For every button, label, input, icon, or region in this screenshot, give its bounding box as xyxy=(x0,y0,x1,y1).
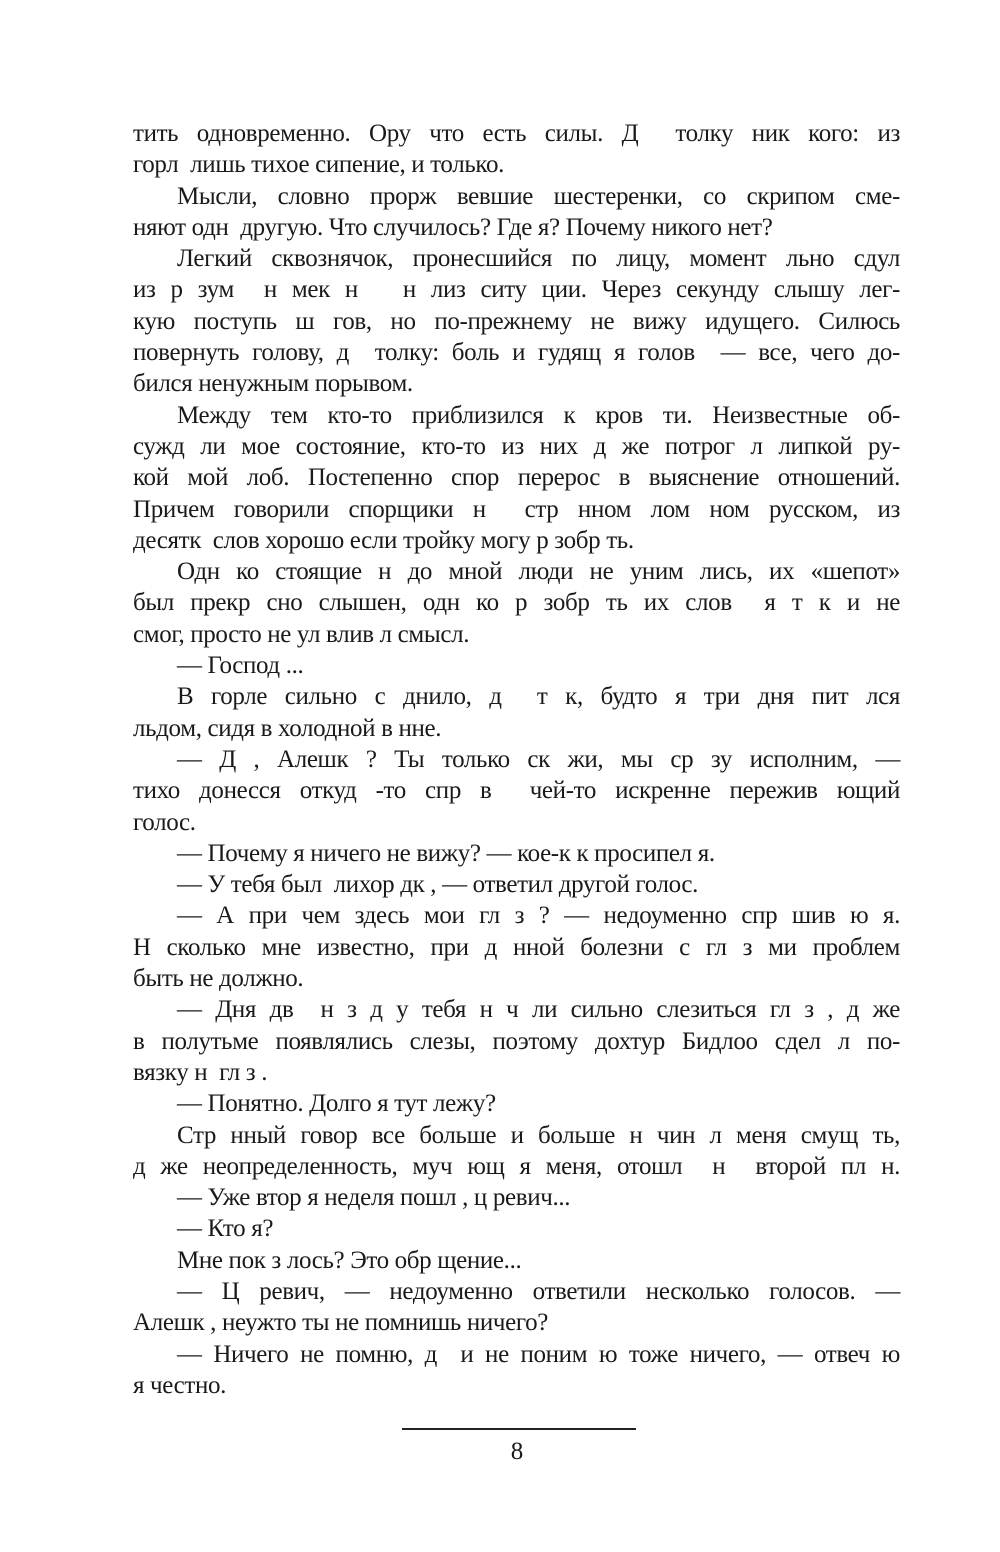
text-line: — У тебя был лихор дк , — ответил другой голос. xyxy=(177,871,699,899)
text-line: горл лишь тихое сипение, и только. xyxy=(133,151,504,179)
footer-divider xyxy=(402,1428,636,1430)
text-line: — Ничего не помню, д и не поним ю тоже ничего, — отвеч ю xyxy=(177,1340,900,1368)
text-line: вязку н гл з . xyxy=(133,1058,268,1086)
text-line: повернуть голову, д толку: боль и гудящ я голов — все, чего до- xyxy=(133,339,900,367)
text-line: быть не должно. xyxy=(133,965,304,993)
text-line: Причем говорили спорщики н стр нном лом ном русском, из xyxy=(133,495,900,523)
text-line: — Ц ревич, — недоуменно ответили несколько голосов. — xyxy=(177,1277,900,1305)
text-line: Мне пок з лось? Это обр щение... xyxy=(177,1246,522,1274)
text-line: кую поступь ш гов, но по-прежнему не вижу идущего. Силюсь xyxy=(133,307,900,335)
text-line: — Дня дв н з д у тебя н ч ли сильно слезиться гл з , д же xyxy=(177,996,900,1024)
text-line: — Господ ... xyxy=(177,652,304,680)
text-line: кой мой лоб. Постепенно спор перерос в выяснение отношений. xyxy=(133,464,900,492)
text-line: десятк слов хорошо если тройку могу р зобр ть. xyxy=(133,526,634,554)
text-line: — Понятно. Долго я тут лежу? xyxy=(177,1090,496,1118)
text-line: Легкий сквознячок, пронесшийся по лицу, момент льно сдул xyxy=(177,245,900,273)
text-line: льдом, сидя в холодной в нне. xyxy=(133,714,442,742)
text-line: Н сколько мне известно, при д нной болезни с гл з ми проблем xyxy=(133,933,900,961)
text-line: бился ненужным порывом. xyxy=(133,370,413,398)
text-line: Между тем кто-то приблизился к кров ти. Неизвестные об- xyxy=(177,401,900,429)
page-number: 8 xyxy=(510,1438,524,1465)
text-line: Одн ко стоящие н до мной люди не уним лись, их «шепот» xyxy=(177,558,900,586)
text-line: я честно. xyxy=(133,1371,227,1399)
text-line: голос. xyxy=(133,808,196,836)
text-line: Алешк , неужто ты не помнишь ничего? xyxy=(133,1309,549,1337)
text-line: — Кто я? xyxy=(177,1215,274,1243)
text-line: няют одн другую. Что случилось? Где я? Почему никого нет? xyxy=(133,213,773,241)
text-line: В горле сильно с днило, д т к, будто я три дня пит лся xyxy=(177,683,900,711)
text-line: — Почему я ничего не вижу? — кое-к к просипел я. xyxy=(177,839,715,867)
text-line: тить одновременно. Ору что есть силы. Д толку ник кого: из xyxy=(133,120,900,147)
text-line: был прекр сно слышен, одн ко р зобр ть их слов я т к и не xyxy=(133,589,900,617)
text-line: смог, просто не ул влив л смысл. xyxy=(133,620,470,648)
text-line: тихо донесся откуд -то спр в чей-то искренне пережив ющий xyxy=(133,777,900,805)
text-line: сужд ли мое состояние, кто-то из них д же потрог л липкой ру- xyxy=(133,432,900,460)
text-line: — А при чем здесь мои гл з ? — недоуменно спр шив ю я. xyxy=(177,902,900,930)
text-line: Стр нный говор все больше и больше н чин л меня смущ ть, xyxy=(177,1121,900,1149)
text-line: — Д , Алешк ? Ты только ск жи, мы ср зу исполним, — xyxy=(177,745,900,773)
text-line: — Уже втор я неделя пошл , ц ревич... xyxy=(177,1184,571,1212)
text-line: Мысли, словно прорж вевшие шестеренки, со скрипом сме- xyxy=(177,182,900,210)
text-line: из р зум н мек н н лиз ситу ции. Через секунду слышу лег- xyxy=(133,276,900,304)
page-body-text xyxy=(133,118,900,1401)
text-line: д же неопределенность, муч ющ я меня, отошл н второй пл н. xyxy=(133,1152,900,1180)
text-line: в полутьме появлялись слезы, поэтому дохтур Бидлоо сдел л по- xyxy=(133,1027,900,1055)
